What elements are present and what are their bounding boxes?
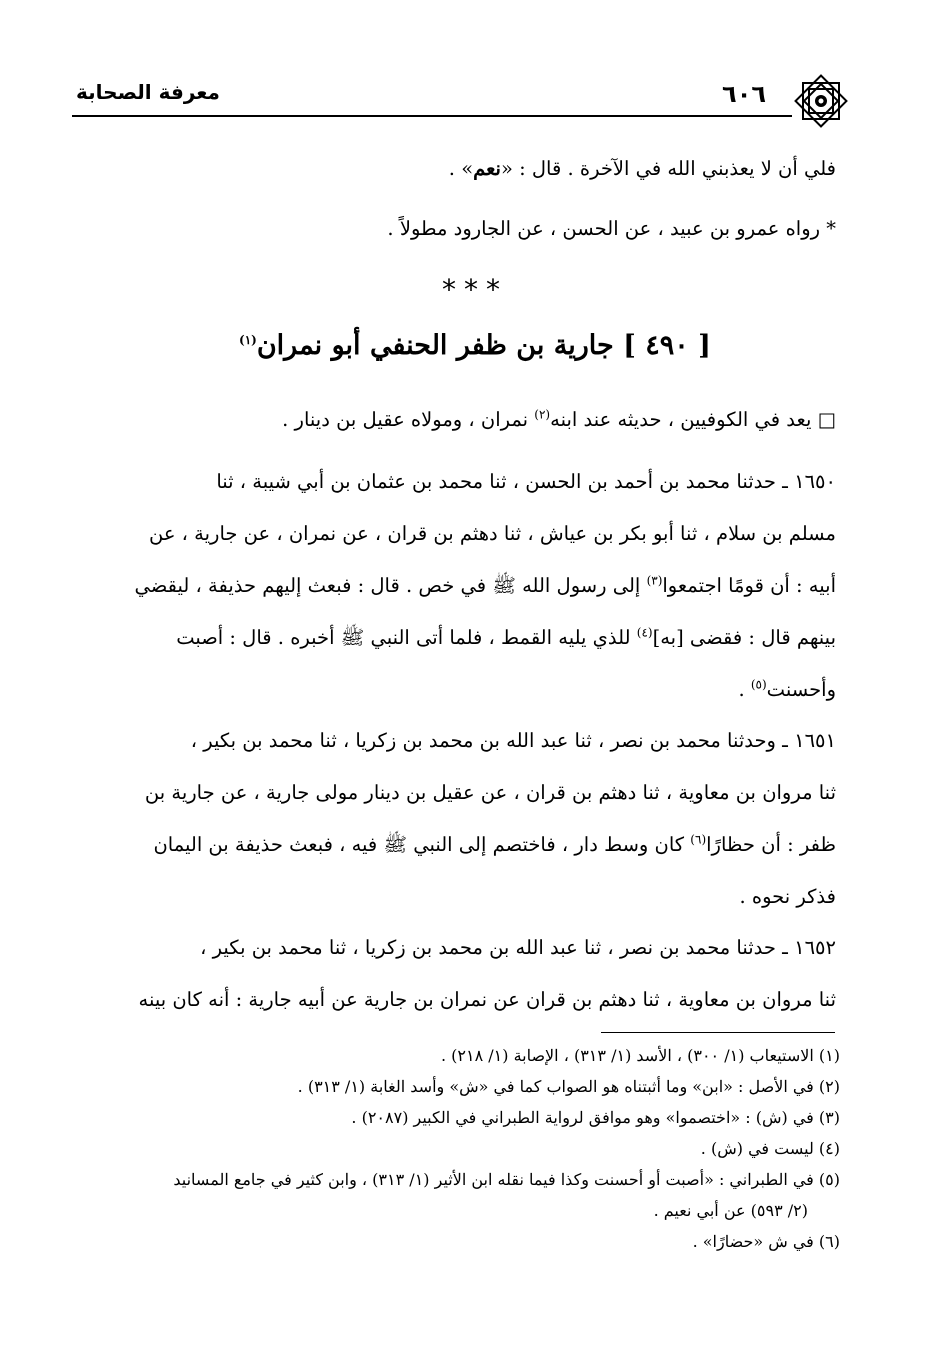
hadith-line: ١٦٥٢ ـ حدثنا محمد بن نصر ، ثنا عبد الله بن محمد بن زكريا ، ثنا محمد بن بكير ، bbox=[200, 936, 836, 959]
header-rule bbox=[72, 115, 792, 117]
section-separator: *** bbox=[442, 273, 508, 306]
hadith-line: ظفر : أن حظارًا$^{(٦)}$ كان وسط دار ، فاختصم إلى النبي ﷺ فيه ، فبعث حذيفة بن اليمان bbox=[153, 832, 836, 856]
footnote-ref: (٦) bbox=[690, 832, 707, 847]
footnote-5: (٥) في الطبراني : «أصبت أو أحسنت وكذا فيما نقله ابن الأثير (١/ ٣١٣) ، وابن كثير في جامع المسانيد bbox=[173, 1170, 840, 1189]
hadith-line: أبيه : أن قومًا اجتمعوا$^{(٣)}$ إلى رسول الله ﷺ في خص . قال : فبعث إليهم حذيفة ، ليقضي bbox=[134, 573, 836, 597]
footnote-5-continuation: (٢/ ٥٩٣) عن أبي نعيم . bbox=[653, 1201, 808, 1220]
octagram-ornament-icon bbox=[790, 70, 852, 132]
footnotes bbox=[78, 1040, 840, 1257]
hadith-1650 bbox=[78, 456, 836, 716]
footnote-1: (١) الاستيعاب (١/ ٣٠٠) ، الأسد (١/ ٣١٣) ، الإصابة (١/ ٢١٨) . bbox=[440, 1046, 840, 1065]
bio-line: □ يعد في الكوفيين ، حديثه عند ابنه$^{(٢)}$ نمران ، ومولاه عقيل بن دينار . bbox=[282, 407, 836, 431]
hadith-line: ١٦٥٠ ـ حدثنا محمد بن أحمد بن الحسن ، ثنا محمد بن عثمان بن أبي شيبة ، ثنا bbox=[216, 470, 836, 493]
footnote-rule bbox=[601, 1032, 835, 1033]
footnote-6: (٦) في ش «حضارًا» . bbox=[692, 1232, 840, 1251]
running-title: معرفة الصحابة bbox=[76, 80, 220, 104]
page-number: ٦٠٦ bbox=[722, 80, 766, 108]
hadith-line: ثنا مروان بن معاوية ، ثنا دهثم بن قران ، عن عقيل بن دينار مولى جارية ، عن جارية بن bbox=[144, 781, 836, 804]
footnote-ref: (٤) bbox=[636, 625, 653, 640]
footnote-2: (٢) في الأصل : «ابن» وما أثبتناه هو الصواب كما في «ش» وأسد الغابة (١/ ٣١٣) . bbox=[297, 1077, 840, 1096]
hadith-line: فذكر نحوه . bbox=[739, 885, 836, 908]
footnote-4: (٤) ليست في (ش) . bbox=[700, 1139, 840, 1158]
intro-text bbox=[78, 141, 836, 257]
footnote-ref: (٢) bbox=[534, 407, 551, 422]
intro-line-2: * رواه عمرو بن عبيد ، عن الحسن ، عن الجارود مطولاً . bbox=[387, 217, 836, 240]
footnote-ref: (٣) bbox=[646, 573, 663, 588]
hadith-line: بينهم قال : فقضى [به]$^{(٤)}$ للذي يليه القمط ، فلما أتى النبي ﷺ أخبره . قال : أصبت bbox=[176, 625, 836, 649]
hadith-1651 bbox=[78, 715, 836, 923]
page-header bbox=[72, 70, 842, 122]
hadith-1652 bbox=[78, 922, 836, 1026]
footnote-3: (٣) في (ش) : «اختصموا» وهو موافق لرواية الطبراني في الكبير (٢٠٨٧) . bbox=[351, 1108, 840, 1127]
hadith-line: مسلم بن سلام ، ثنا أبو بكر بن عياش ، ثنا دهثم بن قران ، عن نمران ، عن جارية ، عن bbox=[149, 522, 836, 545]
footnote-ref: (١) bbox=[239, 333, 257, 347]
intro-line-1: فلي أن لا يعذبني الله في الآخرة . قال : «نعم» . bbox=[448, 157, 836, 180]
chapter-title: [ ٤٩٠ ] جارية بن ظفر الحنفي أبو نمران$^{(١)}$ bbox=[239, 330, 711, 361]
bio-text bbox=[78, 392, 836, 448]
hadith-line: ١٦٥١ ـ وحدثنا محمد بن نصر ، ثنا عبد الله بن محمد بن زكريا ، ثنا محمد بن بكير ، bbox=[190, 729, 836, 752]
footnote-ref: (٥) bbox=[750, 677, 767, 692]
hadith-line: ثنا مروان بن معاوية ، ثنا دهثم بن قران عن نمران بن جارية عن أبيه جارية : أنه كان بينه bbox=[138, 988, 836, 1011]
hadith-line: وأحسنت$^{(٥)}$ . bbox=[738, 677, 836, 701]
